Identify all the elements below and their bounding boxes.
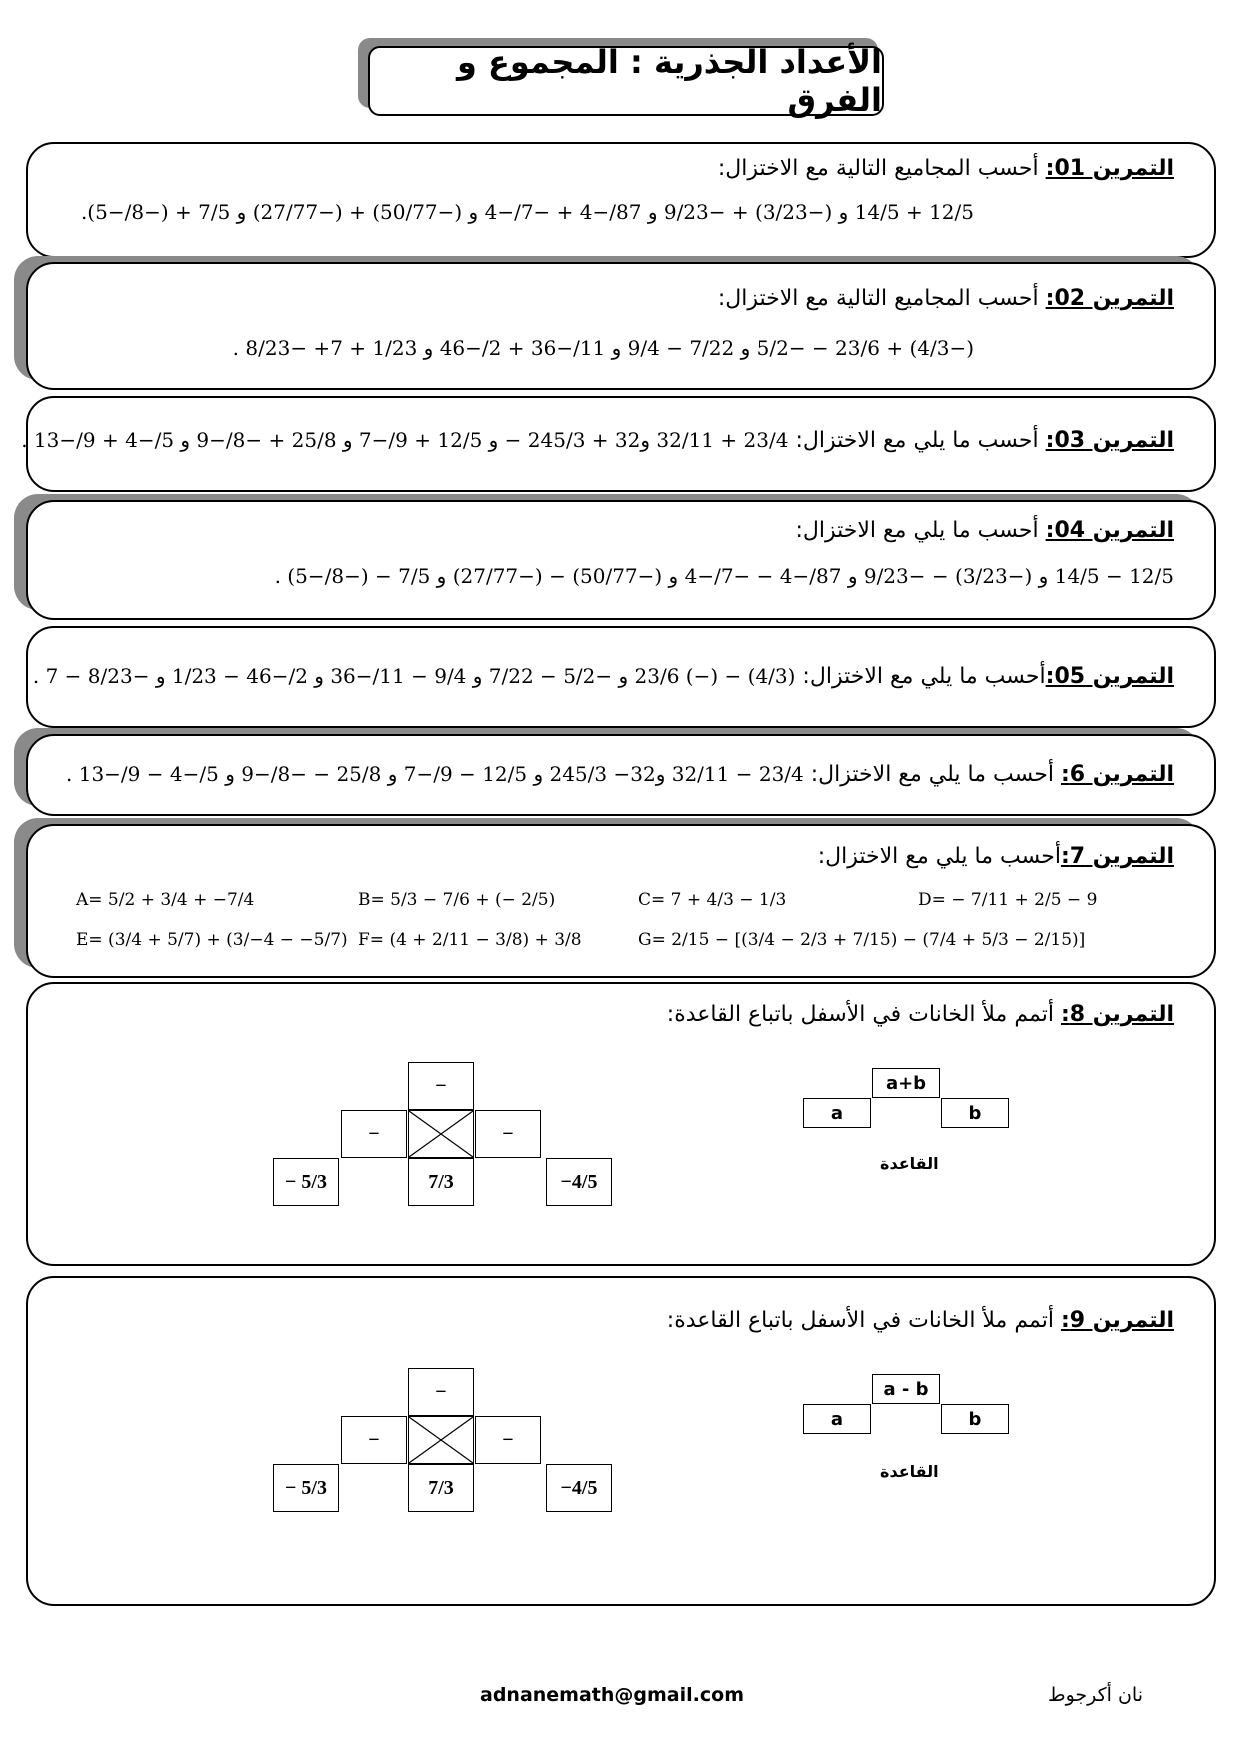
exercise-4-label: التمرين 04: bbox=[1045, 518, 1174, 543]
rule8-b-cell: b bbox=[941, 1098, 1009, 1128]
exercise-6-expression: 23/4 − 32/11 و32− 245/3 و 12/5 − 9/−7 و 25/8 − −8/−9 و 5/−4 − 9/−13 . bbox=[66, 762, 804, 786]
ex7-item-d: D= − 7/11 + 2/5 − 9 bbox=[918, 890, 1098, 910]
ex7-item-f: F= (4 + 2/11 − 3/8) + 3/8 bbox=[358, 930, 582, 950]
pyramid9-mid-right-cell[interactable]: − bbox=[475, 1416, 541, 1464]
exercise-8-instruction: أتمم ملأ الخانات في الأسفل باتباع القاعدة: bbox=[666, 1002, 1061, 1027]
rule9-a-cell: a bbox=[803, 1404, 871, 1434]
exercise-3-expression: 23/4 + 32/11 و32 + 245/3 − و 12/5 + 9/−7 و 25/8 + −8/−9 و 5/−4 + 9/−13 . bbox=[21, 428, 789, 452]
exercise-3-instruction: أحسب ما يلي مع الاختزال: bbox=[795, 428, 1046, 453]
exercise-8-heading bbox=[667, 1002, 1174, 1027]
pyramid8-top-cell[interactable]: − bbox=[408, 1062, 474, 1110]
ex7-item-c: C= 7 + 4/3 − 1/3 bbox=[638, 890, 787, 910]
exercise-2-instruction: أحسب المجاميع التالية مع الاختزال: bbox=[717, 286, 1046, 311]
exercise-8-label: التمرين 8: bbox=[1060, 1002, 1174, 1027]
exercise-5-box bbox=[26, 626, 1216, 728]
pyramid8-mid-center-cell bbox=[408, 1110, 474, 1158]
pyramid8-mid-left-cell[interactable]: − bbox=[341, 1110, 407, 1158]
exercise-9-label: التمرين 9: bbox=[1060, 1308, 1174, 1333]
exercise-4-instruction: أحسب ما يلي مع الاختزال: bbox=[795, 518, 1046, 543]
exercise-6-label: التمرين 6: bbox=[1060, 762, 1174, 787]
exercise-4-box bbox=[26, 500, 1216, 620]
exercise-6-line bbox=[66, 762, 1174, 787]
pyramid9-top-cell[interactable]: − bbox=[408, 1368, 474, 1416]
exercise-1-box bbox=[26, 142, 1216, 258]
exercise-1-expression: 12/5 + 14/5 و (−3/23) + −9/23 و 87/−4 + −7/−4 و (−50/77) + (−27/77) و 7/5 + (−8/−5). bbox=[80, 200, 974, 224]
exercise-1-instruction: أحسب المجاميع التالية مع الاختزال: bbox=[717, 156, 1046, 181]
exercise-3-line bbox=[21, 428, 1174, 453]
exercise-5-line bbox=[33, 664, 1174, 689]
exercise-3-label: التمرين 03: bbox=[1045, 428, 1174, 453]
pyramid8-bottom-right-cell: −4/5 bbox=[546, 1158, 612, 1206]
pyramid8-gap-cell bbox=[341, 1158, 407, 1206]
exercise-4-expression: 12/5 − 14/5 و (−3/23) − −9/23 و 87/−4 − −7/−4 و (−50/77) − (−27/77) و 7/5 − (−8/−5) . bbox=[274, 564, 1174, 588]
pyramid9-bottom-left-cell: − 5/3 bbox=[273, 1464, 339, 1512]
page-title: الأعداد الجذرية : المجموع و الفرق bbox=[368, 46, 884, 116]
rule9-label: القاعدة bbox=[880, 1462, 939, 1481]
exercise-5-instruction: أحسب ما يلي مع الاختزال: bbox=[795, 664, 1046, 689]
rule9-result-cell: a - b bbox=[872, 1374, 940, 1404]
exercise-2-heading bbox=[718, 286, 1174, 311]
exercise-2-label: التمرين 02: bbox=[1045, 286, 1174, 311]
exercise-4-heading bbox=[795, 518, 1174, 543]
pyramid9-mid-center-cell bbox=[408, 1416, 474, 1464]
exercise-2-expression: (−4/3) + 23/6 − −5/2 و 7/22 − 9/4 و 11/−36 + 2/−46 و 1/23 + 7+ −8/23 . bbox=[232, 336, 974, 360]
rule8-label: القاعدة bbox=[880, 1154, 939, 1173]
exercise-6-box bbox=[26, 734, 1216, 816]
ex7-item-a: A= 5/2 + 3/4 + −7/4 bbox=[76, 890, 255, 910]
rule8-result-cell: a+b bbox=[872, 1068, 940, 1098]
pyramid8-bottom-center-cell: 7/3 bbox=[408, 1158, 474, 1206]
exercise-5-label: التمرين 05: bbox=[1045, 664, 1174, 689]
exercise-1-heading bbox=[718, 156, 1174, 181]
exercise-2-box bbox=[26, 262, 1216, 390]
cross-icon bbox=[409, 1417, 473, 1463]
exercise-7-box bbox=[26, 824, 1216, 978]
footer-author: نان أكرجوط bbox=[1048, 1684, 1144, 1706]
ex7-item-g: G= 2/15 − [(3/4 − 2/3 + 7/15) − (7/4 + 5/3 − 2/15)] bbox=[638, 930, 1086, 950]
exercise-6-instruction: أحسب ما يلي مع الاختزال: bbox=[803, 762, 1061, 787]
pyramid9-mid-left-cell[interactable]: − bbox=[341, 1416, 407, 1464]
exercise-3-box bbox=[21, 396, 1216, 492]
rule8-a-cell: a bbox=[803, 1098, 871, 1128]
exercise-9-heading bbox=[667, 1308, 1174, 1333]
pyramid8-mid-right-cell[interactable]: − bbox=[475, 1110, 541, 1158]
exercise-9-instruction: أتمم ملأ الخانات في الأسفل باتباع القاعدة: bbox=[666, 1308, 1061, 1333]
exercise-7-instruction: أحسب ما يلي مع الاختزال: bbox=[817, 844, 1061, 869]
pyramid9-bottom-center-cell: 7/3 bbox=[408, 1464, 474, 1512]
ex7-item-b: B= 5/3 − 7/6 + (− 2/5) bbox=[358, 890, 556, 910]
exercise-5-expression: (4/3) − (−) 23/6 و −5/2 − 7/22 و 9/4 − 11/−36 و 2/−46 − 1/23 و −8/23 − 7 . bbox=[32, 664, 796, 688]
cross-icon bbox=[409, 1111, 473, 1157]
exercise-7-heading bbox=[818, 844, 1174, 869]
pyramid8-bottom-left-cell: − 5/3 bbox=[273, 1158, 339, 1206]
footer-email: adnanemath@gmail.com bbox=[480, 1684, 744, 1706]
exercise-1-label: التمرين 01: bbox=[1045, 156, 1174, 181]
exercise-7-label: التمرين 7: bbox=[1060, 844, 1174, 869]
ex7-item-e: E= (3/4 + 5/7) + (3/−4 − −5/7) bbox=[76, 930, 348, 950]
rule9-b-cell: b bbox=[941, 1404, 1009, 1434]
exercise-8-box bbox=[26, 982, 1216, 1266]
pyramid9-bottom-right-cell: −4/5 bbox=[546, 1464, 612, 1512]
exercise-9-box bbox=[26, 1276, 1216, 1606]
